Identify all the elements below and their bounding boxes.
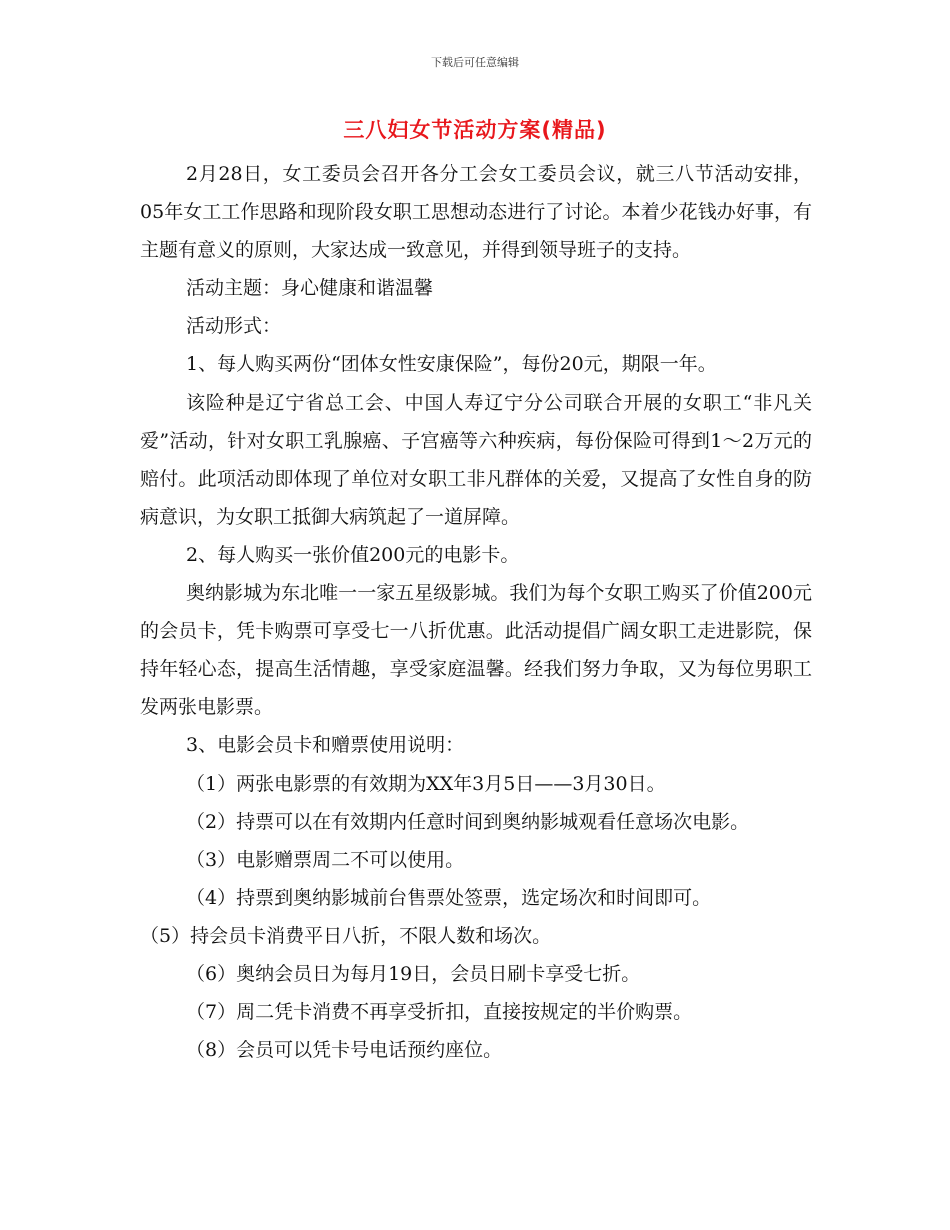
paragraph-item-3: 3、电影会员卡和赠票使用说明： [186, 734, 465, 757]
page-title: 三八妇女节活动方案(精品) [343, 118, 607, 142]
paragraph-cinema-detail: 奥纳影城为东北唯一一家五星级影城。我们为每个女职工购买了价值200元的会员卡，凭卡购票可享受七一八折优惠。此活动提倡广阔女职工走进影院，保持年轻心态，提高生活情趣，享受家庭温馨。经我们努力争取，又为每位男职工发两张电影票。 [140, 582, 812, 719]
paragraph-theme: 活动主题：身心健康和谐温馨 [186, 277, 434, 300]
list-item: （7）周二凭卡消费不再享受折扣，直接按规定的半价购票。 [186, 1001, 693, 1024]
document-body [140, 155, 812, 1069]
list-item: （6）奥纳会员日为每月19日，会员日刷卡享受七折。 [186, 962, 641, 985]
paragraph-item-1: 1、每人购买两份“团体女性安康保险”，每份20元，期限一年。 [186, 353, 717, 376]
list-item: （4）持票到奥纳影城前台售票处签票，选定场次和时间即可。 [186, 886, 712, 909]
header-note: 下载后可任意编辑 [431, 56, 519, 69]
paragraph-insurance-detail: 该险种是辽宁省总工会、中国人寿辽宁分公司联合开展的女职工“非凡关爱”活动，针对女职工乳腺癌、子宫癌等六种疾病，每份保险可得到1～2万元的赔付。此项活动即体现了单位对女职工非凡群体的关爱，又提高了女性自身的防病意识，为女职工抵御大病筑起了一道屏障。 [140, 391, 812, 528]
list-item: （5）持会员卡消费平日八折，不限人数和场次。 [140, 924, 552, 947]
paragraph-item-2: 2、每人购买一张价值200元的电影卡。 [186, 543, 520, 566]
list-item: （2）持票可以在有效期内任意时间到奥纳影城观看任意场次电影。 [186, 810, 750, 833]
list-item: （8）会员可以凭卡号电话预约座位。 [186, 1039, 503, 1062]
list-item: （1）两张电影票的有效期为XX年3月5日——3月30日。 [186, 772, 666, 795]
paragraph-format: 活动形式： [186, 315, 282, 338]
paragraph-intro: 2月28日，女工委员会召开各分工会女工委员会议，就三八节活动安排，05年女工工作思路和现阶段女职工思想动态进行了讨论。本着少花钱办好事，有主题有意义的原则，大家达成一致意见，并得到领导班子的支持。 [140, 163, 812, 262]
list-item: （3）电影赠票周二不可以使用。 [186, 848, 465, 871]
